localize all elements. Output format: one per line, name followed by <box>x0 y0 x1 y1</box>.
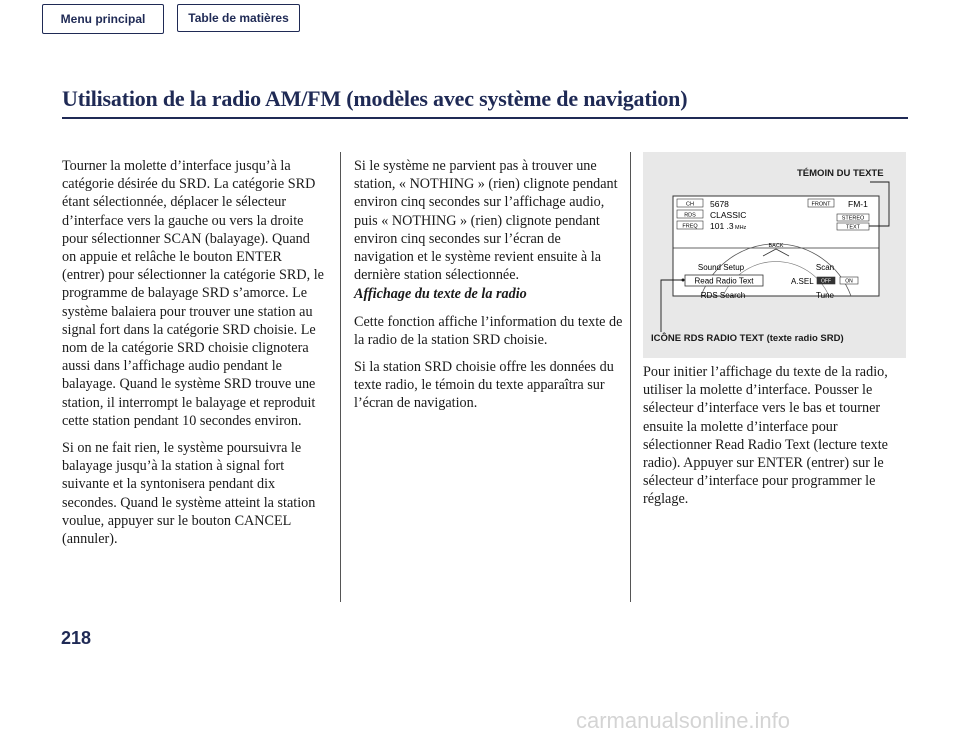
front-tag: FRONT <box>811 201 831 208</box>
off-toggle: OFF <box>821 278 831 285</box>
back-tab: BACK <box>768 243 784 249</box>
freq-tag: FREQ <box>682 223 698 230</box>
rds-tag: RDS <box>684 212 696 219</box>
title-rule <box>62 117 908 119</box>
menu-sound-setup: Sound Setup <box>697 263 745 272</box>
column-divider-2 <box>630 152 631 602</box>
paragraph: Si le système ne parvient pas à trouver une station, « NOTHING » (rien) clignote pendant environ cinq secondes sur l’affichage audio, puis « NOTHING » (rien) clignote pendant environ cinq secondes sur l’écran de navigation et le système revient ensuite à la dernière station sélectionnée. <box>354 158 618 284</box>
text-indicator-label: TÉMOIN DU TEXTE <box>797 168 884 179</box>
frequency-value: 101 .3 <box>710 221 734 231</box>
column-3 <box>643 363 905 518</box>
column-2 <box>354 157 624 422</box>
band-label: FM-1 <box>848 199 868 209</box>
column-1 <box>62 157 327 557</box>
menu-read-radio-text: Read Radio Text <box>694 276 754 286</box>
stereo-indicator: STEREO <box>841 215 865 222</box>
page-title: Utilisation de la radio AM/FM (modèles avec système de navigation) <box>62 86 688 111</box>
main-menu-button[interactable]: Menu principal <box>42 4 164 34</box>
paragraph: Si on ne fait rien, le système poursuivra le balayage jusqu’à la station à signal fort suivante et la syntonisera pendant dix secondes. Quand le système atteint la station voulue, appuyer sur le bouton CANCEL (annuler). <box>62 440 316 548</box>
navigation-screen-figure <box>643 152 906 358</box>
ch-tag: CH <box>686 201 694 208</box>
station-ps: 5678 <box>710 199 729 209</box>
column-divider-1 <box>340 152 341 602</box>
page-number: 218 <box>61 628 92 648</box>
table-of-contents-button[interactable]: Table de matières <box>177 4 300 32</box>
watermark: carmanualsonline.info <box>576 708 791 733</box>
menu-scan: Scan <box>815 263 835 272</box>
rds-radio-text-icon-label: ICÔNE RDS RADIO TEXT (texte radio SRD) <box>651 333 844 344</box>
text-indicator: TEXT <box>845 224 861 231</box>
menu-rds-search: RDS Search <box>700 291 746 300</box>
paragraph: Cette fonction affiche l’information du texte de la radio de la station SRD choisie. <box>354 313 623 348</box>
frequency-unit: MHz <box>735 225 747 231</box>
on-toggle: ON <box>845 278 853 285</box>
menu-tune: Tune <box>816 291 834 300</box>
paragraph: Tourner la molette d’interface jusqu’à la catégorie désirée du SRD. La catégorie SRD étant sélectionnée, déplacer le sélecteur d’interface vers la gauche ou vers la droite pour sélectionner SCAN (balayage). Quand on appuie et relâche le bouton ENTER (entrer) pour sélectionner la catégorie SRD, le programme de balayage SRD s’amorce. Le système balaiera pour trouver une station au signal fort dans la catégorie SRD choisie. Le nom de la catégorie SRD choisie clignotera aussi dans l’affichage audio pendant le balayage. Quand le système SRD trouve une station, il interrompt le balayage et reproduit cette station pendant 10 secondes environ. <box>62 158 324 429</box>
screen-illustration <box>643 152 906 358</box>
menu-asel: A.SEL <box>791 277 814 286</box>
program-type: CLASSIC <box>710 210 747 220</box>
section-heading: Affichage du texte de la radio <box>354 286 527 303</box>
paragraph: Pour initier l’affichage du texte de la radio, utiliser la molette d’interface. Pousser le sélecteur d’interface vers le bas et tourner ensuite la molette d’interface pour sélectionner Read Radio Text (lecture texte radio). Appuyer sur ENTER (entrer) sur le sélecteur d’interface pour programmer le réglage. <box>643 364 888 508</box>
paragraph: Si la station SRD choisie offre les données du texte radio, le témoin du texte apparaîtra sur l’écran de navigation. <box>354 359 614 412</box>
